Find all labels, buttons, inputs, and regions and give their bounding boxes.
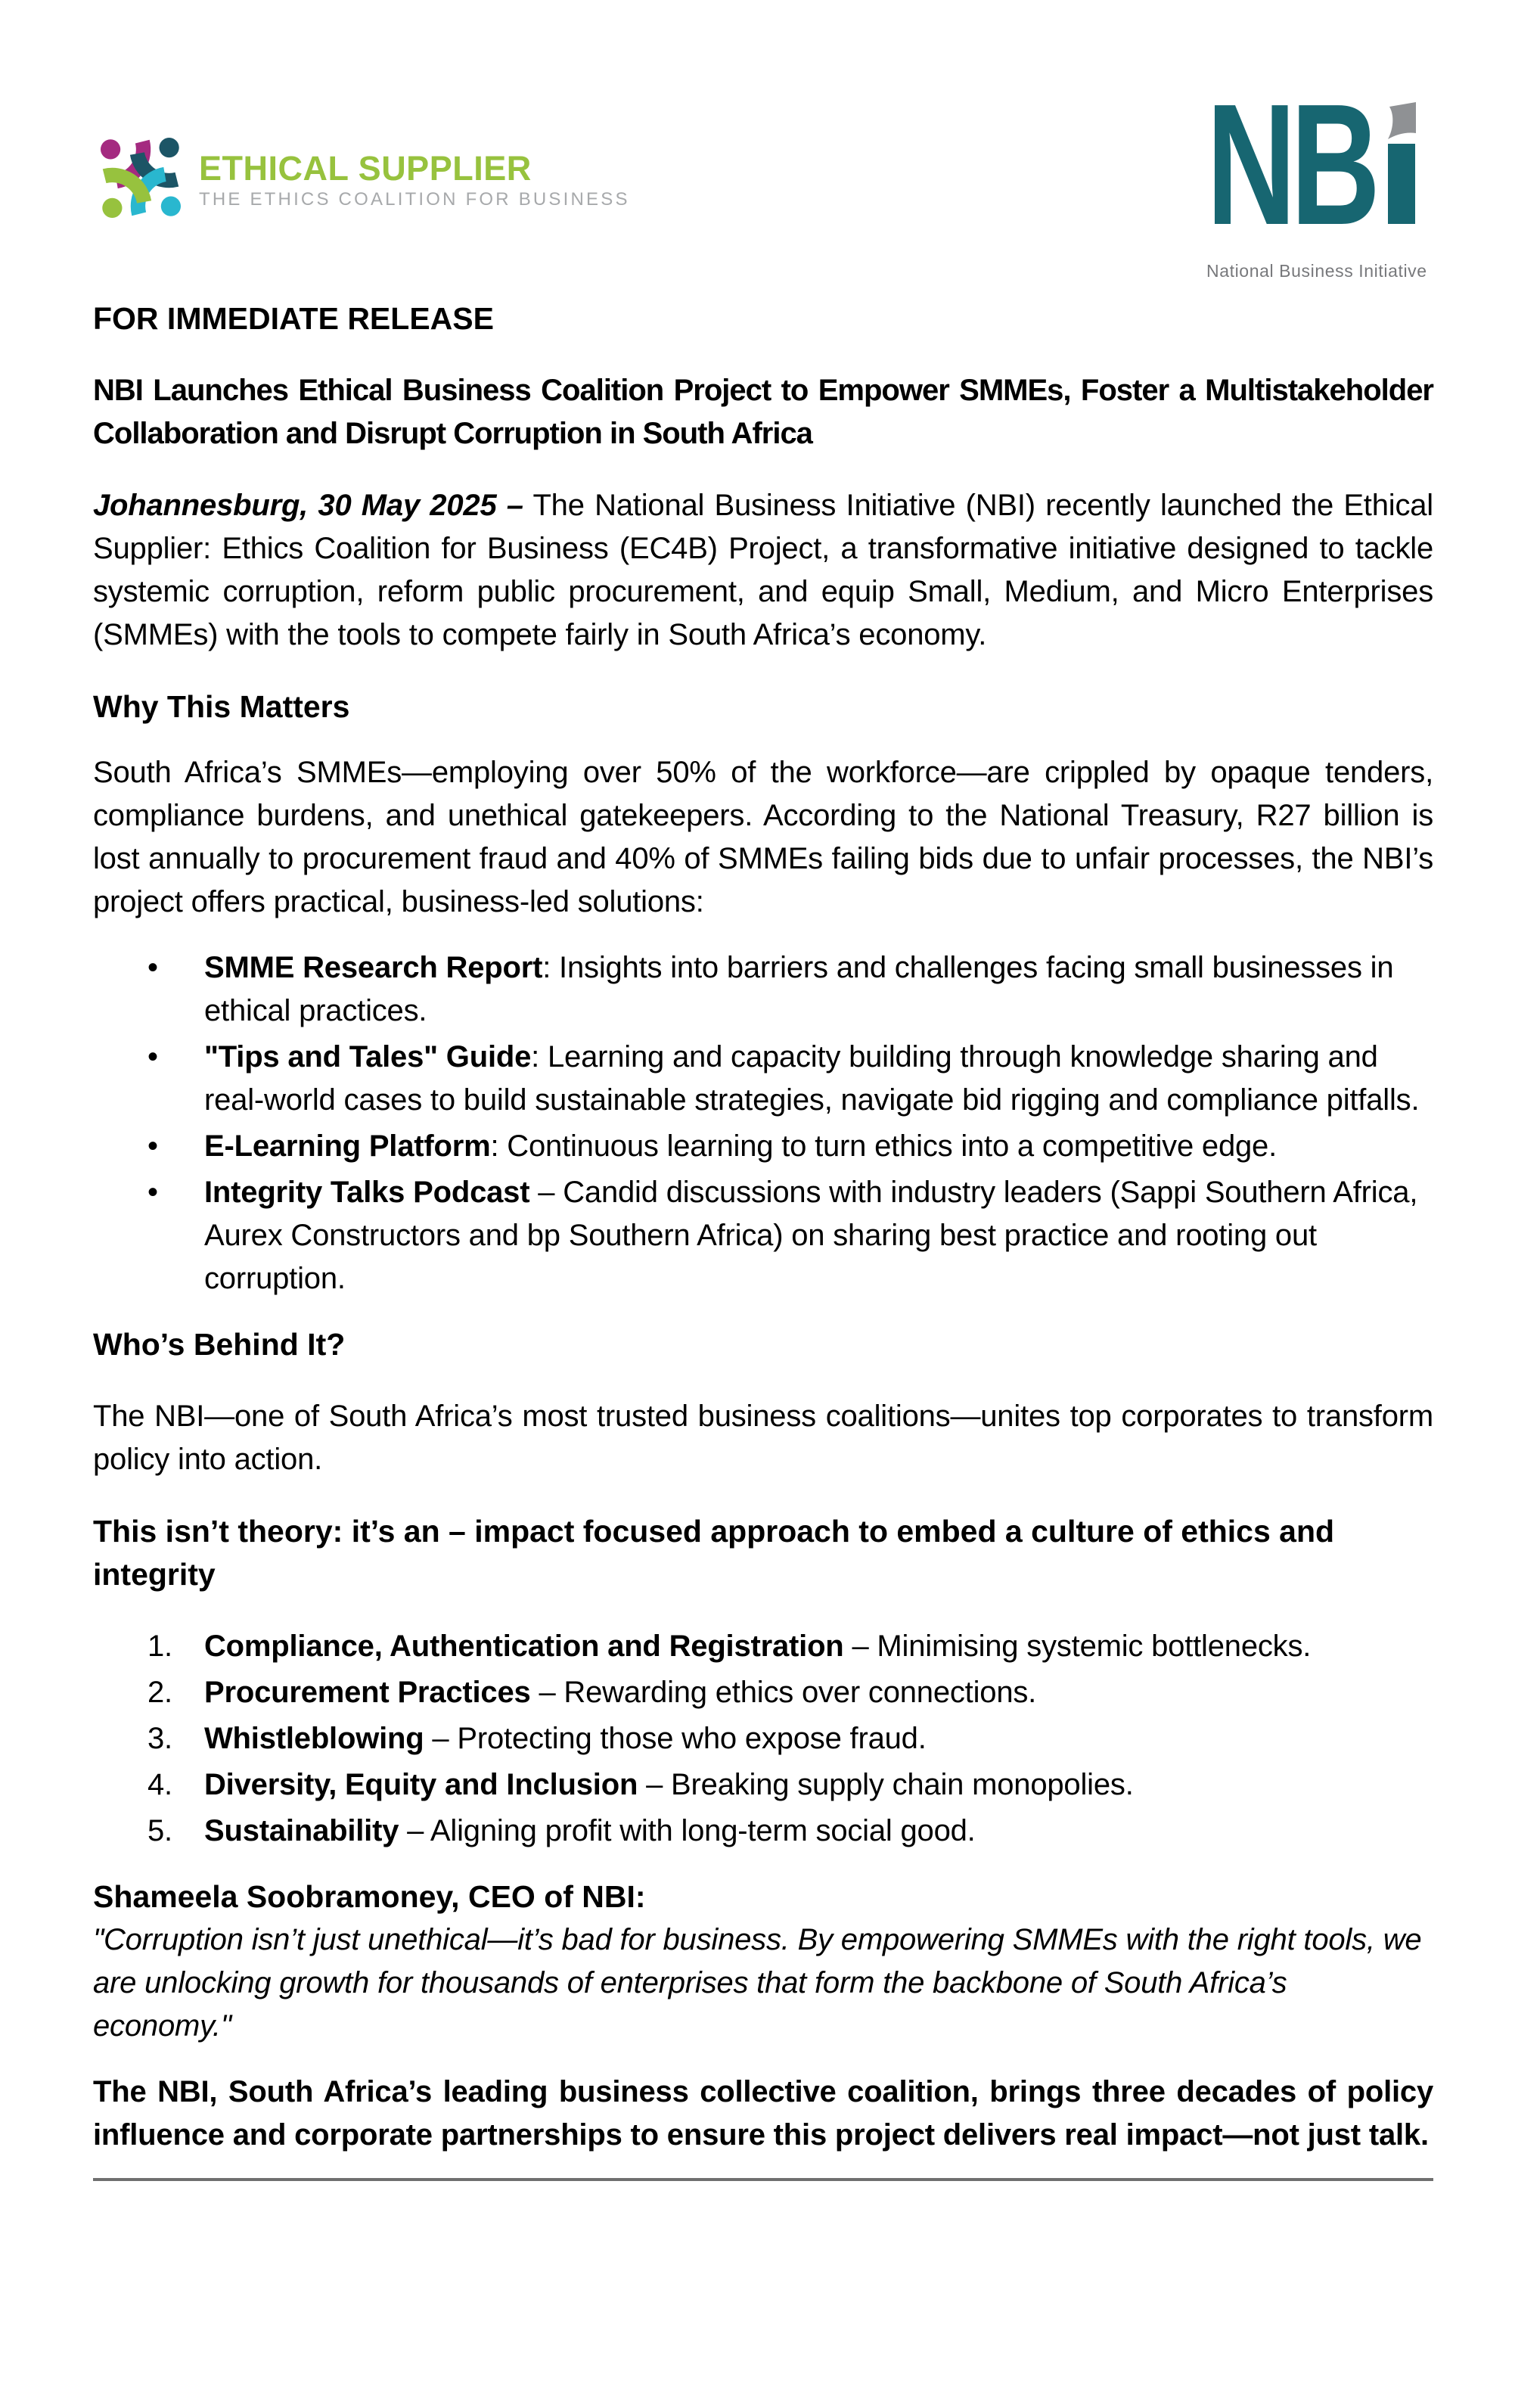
item-lead: Compliance, Authentication and Registration [204, 1630, 844, 1663]
item-lead: Whistleblowing [204, 1722, 424, 1755]
bullet-lead: SMME Research Report [204, 951, 543, 984]
dateline: Johannesburg, 30 May 2025 – [93, 489, 523, 522]
closing-paragraph: The NBI, South Africa’s leading business collective coalition, brings three decades of policy influence and corporate partnerships to ensure this project delivers real impact—not just talk. [93, 2075, 1433, 2152]
item-text: – Breaking supply chain monopolies. [638, 1768, 1134, 1801]
item-text: – Aligning profit with long-term social good. [399, 1814, 976, 1847]
bullet-item-e-learning-platform [93, 1125, 1433, 1168]
bullet-text: – Candid discussions with industry leaders (Sappi Southern Africa, Aurex Constructors and bp Southern Africa) on sharing best practice and rooting out corruption. [204, 1176, 1418, 1295]
masthead [93, 99, 1433, 281]
nbi-logo [1206, 101, 1433, 280]
whos-behind-it-heading: Who’s Behind It? [93, 1327, 346, 1362]
item-text: – Minimising systemic bottlenecks. [843, 1630, 1312, 1663]
whos-behind-it-paragraph: The NBI—one of South Africa’s most trusted business coalitions—unites top corporates to transform policy into action. [93, 1400, 1433, 1476]
why-this-matters-paragraph: South Africa’s SMMEs—employing over 50% of the workforce—are crippled by opaque tenders, compliance burdens, and unethical gatekeepers. According to the National Treasury, R27 billion is lost annually to procurement fraud and 40% of SMMEs failing bids due to unfair processes, the NBI’s project offers practical, business-led solutions: [93, 756, 1433, 918]
item-number: 1. [147, 1630, 172, 1663]
item-lead: Diversity, Equity and Inclusion [204, 1768, 638, 1801]
ceo-attribution-heading: Shameela Soobramoney, CEO of NBI: [93, 1879, 646, 1914]
numbered-item-whistleblowing [93, 1717, 1433, 1760]
release-kicker: FOR IMMEDIATE RELEASE [93, 301, 494, 336]
bullet-marker: • [147, 1040, 158, 1074]
item-number: 3. [147, 1722, 172, 1755]
ethical-supplier-wordmark: ETHICAL SUPPLIER [199, 149, 532, 188]
item-number: 4. [147, 1768, 172, 1801]
press-release-page [0, 99, 1515, 2181]
bullet-item-smme-research-report [93, 946, 1433, 1033]
bullet-lead: Integrity Talks Podcast [204, 1176, 530, 1209]
bullet-text: : Continuous learning to turn ethics into a competitive edge. [490, 1129, 1278, 1163]
nbi-logo-mark [1206, 101, 1433, 252]
bullet-text: : Insights into barriers and challenges facing small businesses in ethical practices. [204, 951, 1394, 1027]
item-number: 5. [147, 1814, 172, 1847]
item-lead: Sustainability [204, 1814, 399, 1847]
approach-heading: This isn’t theory: it’s an – impact focused approach to embed a culture of ethics and integrity [93, 1514, 1335, 1592]
release-title: NBI Launches Ethical Business Coalition Project to Empower SMMEs, Foster a Multistakeholder Collaboration and Disrupt Corruption in South Africa [93, 374, 1433, 450]
numbered-item-compliance [93, 1625, 1433, 1668]
item-number: 2. [147, 1676, 172, 1709]
intro-text: The National Business Initiative (NBI) recently launched the Ethical Supplier: Ethics Coalition for Business (EC4B) Project, a transformative initiative designed to tackle systemic corruption, reform public procurement, and equip Small, Medium, and Micro Enterprises (SMMEs) with the tools to compete fairly in South Africa’s economy. [93, 489, 1433, 651]
ceo-quote: "Corruption isn’t just unethical—it’s bad for business. By empowering SMMEs with the right tools, we are unlocking growth for thousands of enterprises that form the backbone of South Africa’s economy." [93, 1923, 1422, 2043]
bullet-item-tips-and-tales-guide [93, 1036, 1433, 1122]
bullet-marker: • [147, 951, 158, 984]
item-lead: Procurement Practices [204, 1676, 531, 1709]
numbered-item-procurement [93, 1671, 1433, 1714]
nbi-i-stem [1388, 144, 1415, 224]
bottom-divider [93, 2178, 1433, 2181]
nbi-i-tip [1388, 102, 1416, 139]
bullet-marker: • [147, 1129, 158, 1163]
solutions-bullet-list [93, 946, 1433, 1300]
ethical-supplier-logo [96, 135, 630, 221]
approach-numbered-list [93, 1625, 1433, 1853]
bullet-item-integrity-talks-podcast [93, 1171, 1433, 1300]
ethical-supplier-people-icon [96, 135, 185, 221]
nbi-tagline: National Business Initiative [1206, 261, 1427, 281]
ethical-supplier-tagline: THE ETHICS COALITION FOR BUSINESS [199, 189, 630, 210]
nbi-letters: NB [1206, 101, 1375, 252]
intro-paragraph [93, 484, 1433, 657]
numbered-item-diversity [93, 1763, 1433, 1807]
item-text: – Rewarding ethics over connections. [530, 1676, 1037, 1709]
item-text: – Protecting those who expose fraud. [424, 1722, 927, 1755]
ethical-supplier-text [199, 135, 630, 221]
bullet-lead: E-Learning Platform [204, 1129, 491, 1163]
numbered-item-sustainability [93, 1810, 1433, 1853]
bullet-text: : Learning and capacity building through knowledge sharing and real-world cases to build sustainable strategies, navigate bid rigging and compliance pitfalls. [204, 1040, 1420, 1117]
bullet-lead: "Tips and Tales" Guide [204, 1040, 532, 1074]
bullet-marker: • [147, 1176, 158, 1209]
why-this-matters-heading: Why This Matters [93, 689, 350, 724]
